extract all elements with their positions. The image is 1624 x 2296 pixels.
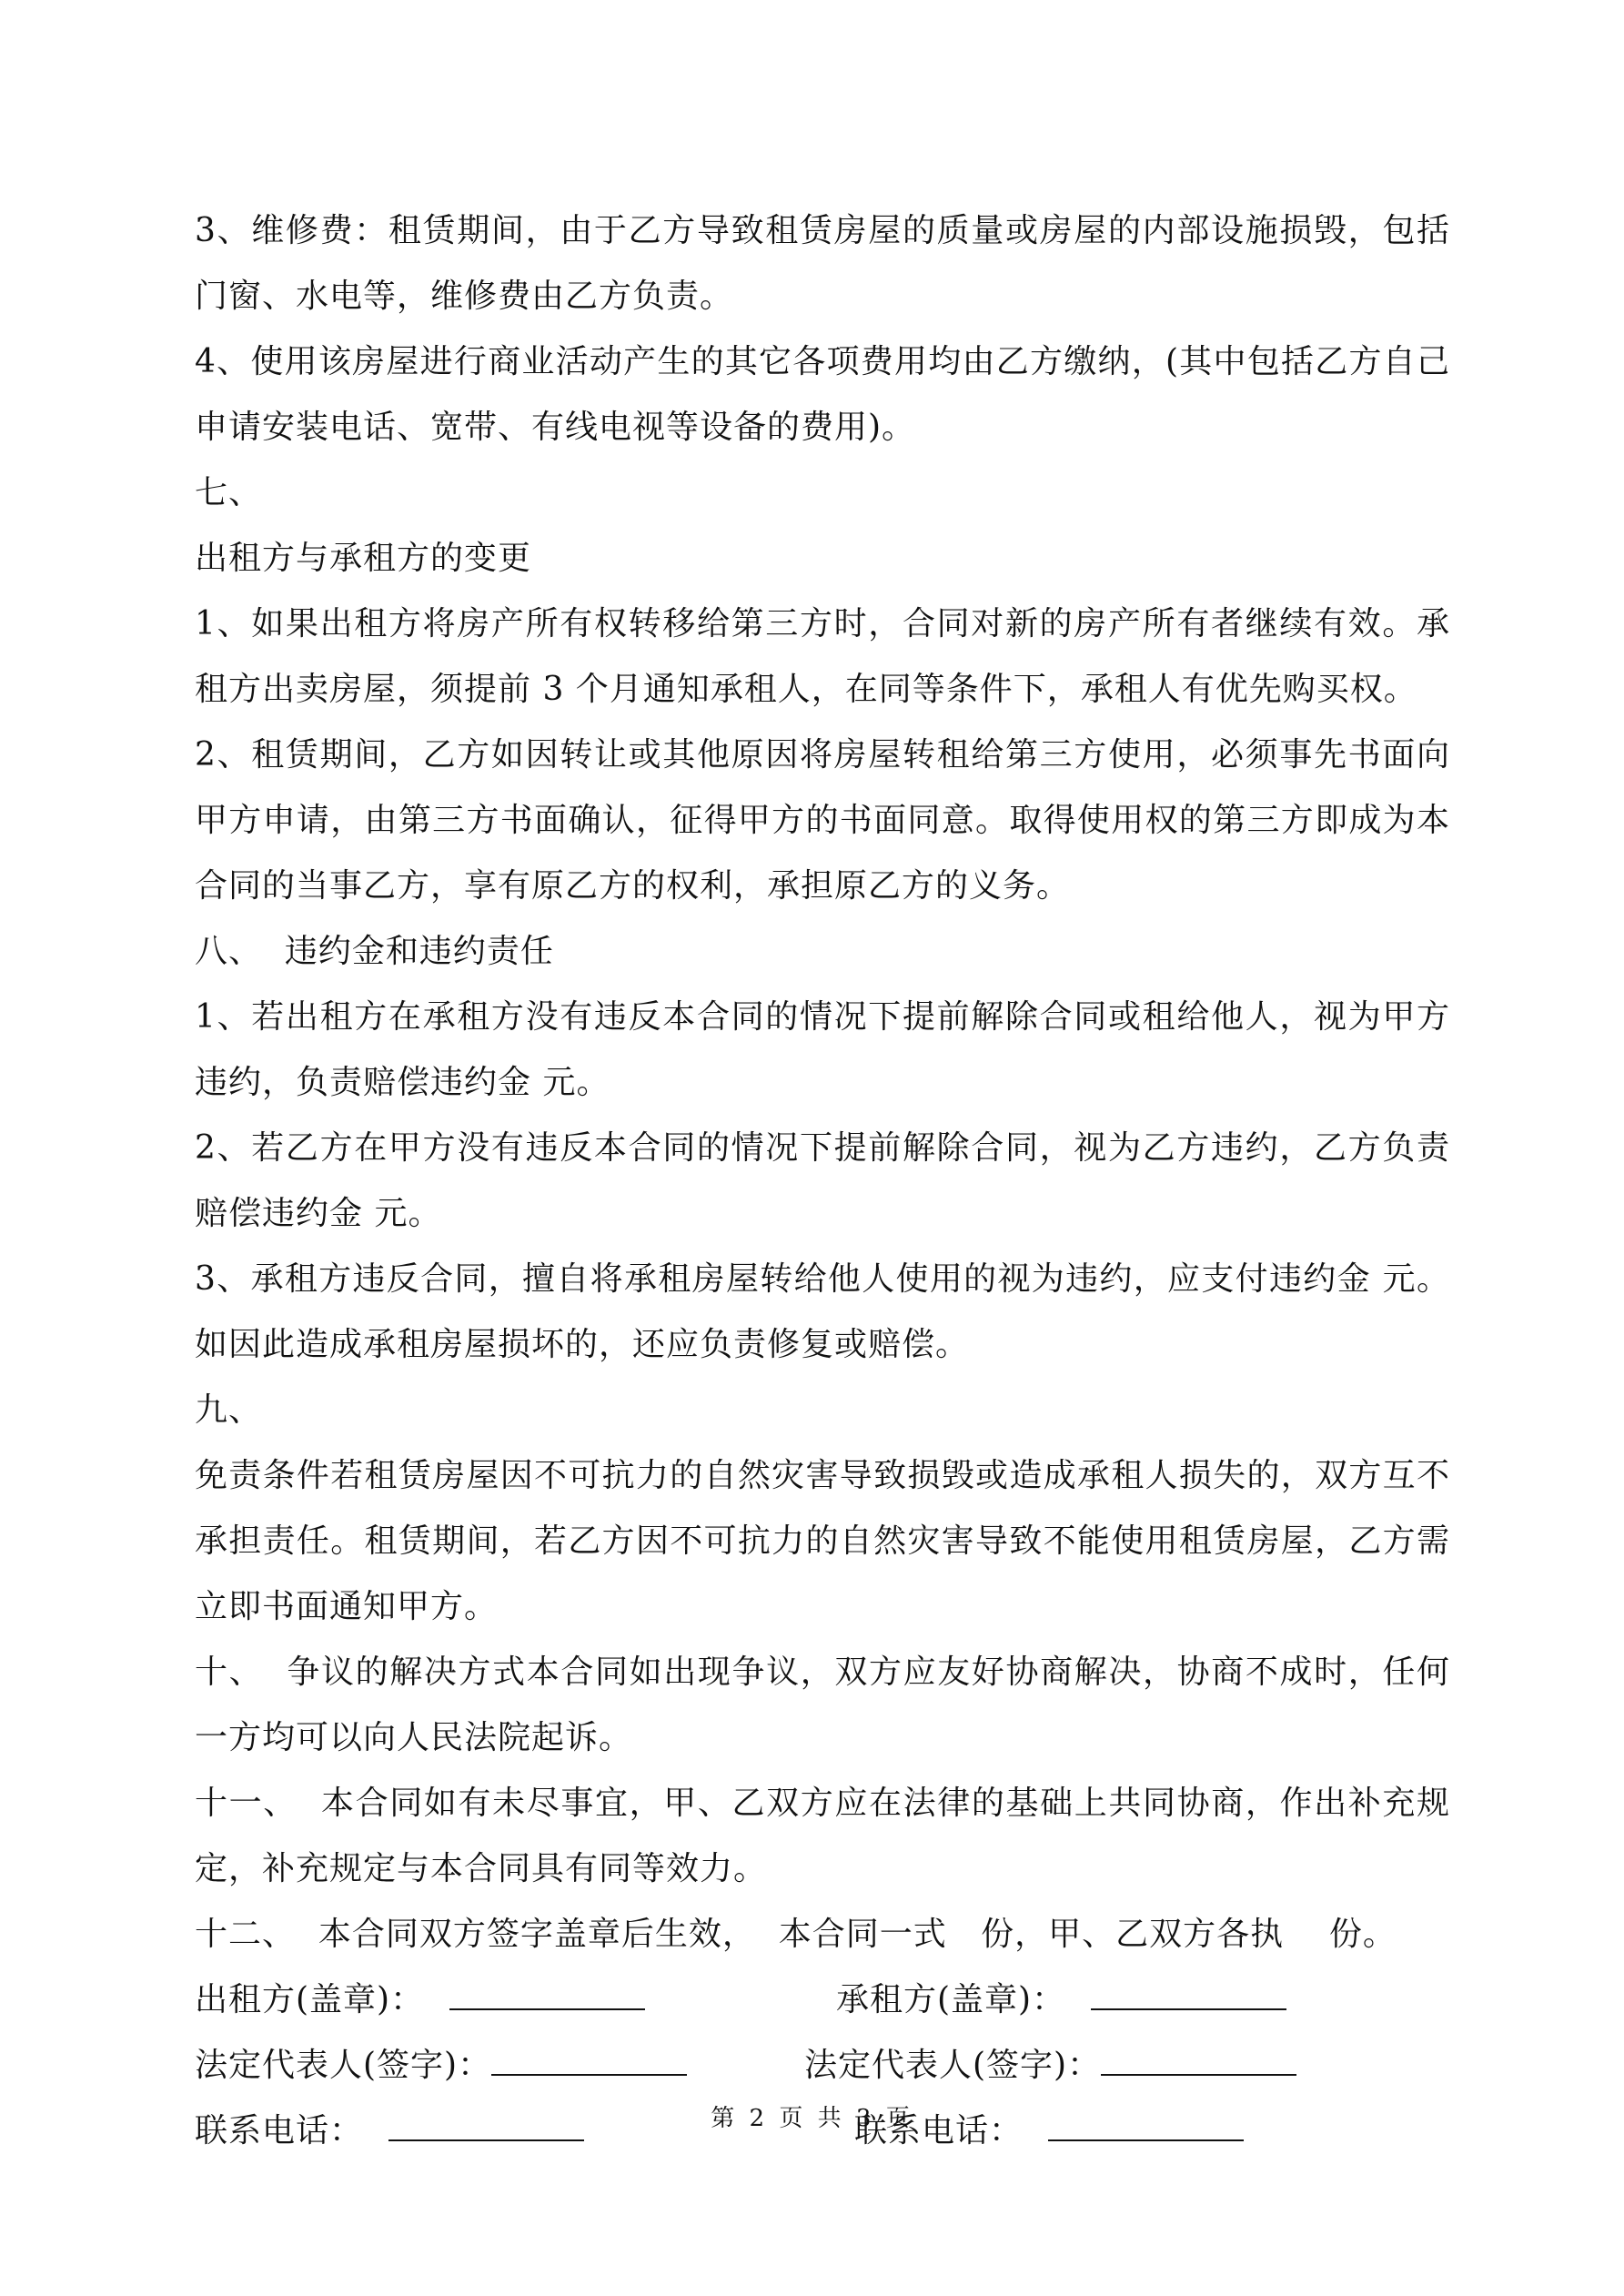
section-11-supplement: 十一、 本合同如有未尽事宜，甲、乙双方应在法律的基础上共同协商，作出补充规定，补充规定与本合同具有同等效力。	[195, 1785, 1450, 1887]
clause-6-3-maintenance: 3、维修费：租赁期间，由于乙方导致租赁房屋的质量或房屋的内部设施损毁，包括门窗、水电等，维修费由乙方负责。	[195, 212, 1450, 315]
lessee-rep-line	[1101, 2038, 1296, 2076]
section-12-effect: 十二、 本合同双方签字盖章后生效， 本合同一式 份，甲、乙双方各执 份。	[195, 1916, 1397, 1953]
clause-7-2: 2、租赁期间，乙方如因转让或其他原因将房屋转租给第三方使用，必须事先书面向甲方申请，由第三方书面确认，征得甲方的书面同意。取得使用权的第三方即成为本合同的当事乙方，享有原乙方的权利，承担原乙方的义务。	[195, 736, 1450, 905]
lessor-rep-field	[195, 2033, 687, 2099]
clause-7-1: 1、如果出租方将房产所有权转移给第三方时，合同对新的房产所有者继续有效。承租方出卖房屋，须提前 3 个月通知承租人，在同等条件下，承租人有优先购买权。	[195, 605, 1450, 708]
lessee-rep-label: 法定代表人(签字)：	[804, 2047, 1102, 2084]
lessor-seal-label: 出租方(盖章)：	[195, 1981, 425, 2018]
clause-8-3: 3、承租方违反合同，擅自将承租房屋转给他人使用的视为违约，应支付违约金 元。如因此造成承租房屋损坏的，还应负责修复或赔偿。	[195, 1260, 1450, 1363]
clause-8-1: 1、若出租方在承租方没有违反本合同的情况下提前解除合同或租给他人，视为甲方违约，负责赔偿违约金 元。	[195, 998, 1450, 1101]
lessor-rep-line	[491, 2038, 687, 2076]
contract-body	[195, 198, 1450, 2164]
lessee-phone-label: 联系电话：	[854, 2112, 1024, 2149]
page-number: 第 2 页 共 3 页	[711, 2105, 913, 2132]
lessor-seal-field	[195, 1967, 645, 2033]
section-9-heading: 九、	[195, 1391, 263, 1429]
clause-8-2: 2、若乙方在甲方没有违反本合同的情况下提前解除合同，视为乙方违约，乙方负责赔偿违约金 元。	[195, 1129, 1450, 1232]
section-7-heading: 七、	[195, 474, 263, 511]
clause-9-exemption: 免责条件若租赁房屋因不可抗力的自然灾害导致损毁或造成承租人损失的，双方互不承担责任。租赁期间，若乙方因不可抗力的自然灾害导致不能使用租赁房屋，乙方需立即书面通知甲方。	[195, 1457, 1450, 1625]
lessor-seal-line	[449, 1972, 645, 2010]
lessor-phone-label: 联系电话：	[195, 2112, 364, 2149]
lessee-seal-label: 承租方(盖章)：	[836, 1981, 1066, 2018]
clause-6-4-other-fees: 4、使用该房屋进行商业活动产生的其它各项费用均由乙方缴纳，(其中包括乙方自己申请安装电话、宽带、有线电视等设备的费用)。	[195, 343, 1450, 446]
lessee-rep-field	[804, 2033, 1296, 2099]
lessee-seal-field	[836, 1967, 1286, 2033]
signature-row-representative	[195, 2033, 1450, 2099]
section-8-heading: 八、 违约金和违约责任	[195, 933, 554, 970]
section-10-dispute: 十、 争议的解决方式本合同如出现争议，双方应友好协商解决，协商不成时，任何一方均可以向人民法院起诉。	[195, 1654, 1450, 1756]
section-7-title: 出租方与承租方的变更	[195, 540, 532, 577]
lessor-rep-label: 法定代表人(签字)：	[195, 2047, 492, 2084]
signature-row-seal	[195, 1967, 1450, 2033]
lessee-seal-line	[1091, 1972, 1286, 2010]
